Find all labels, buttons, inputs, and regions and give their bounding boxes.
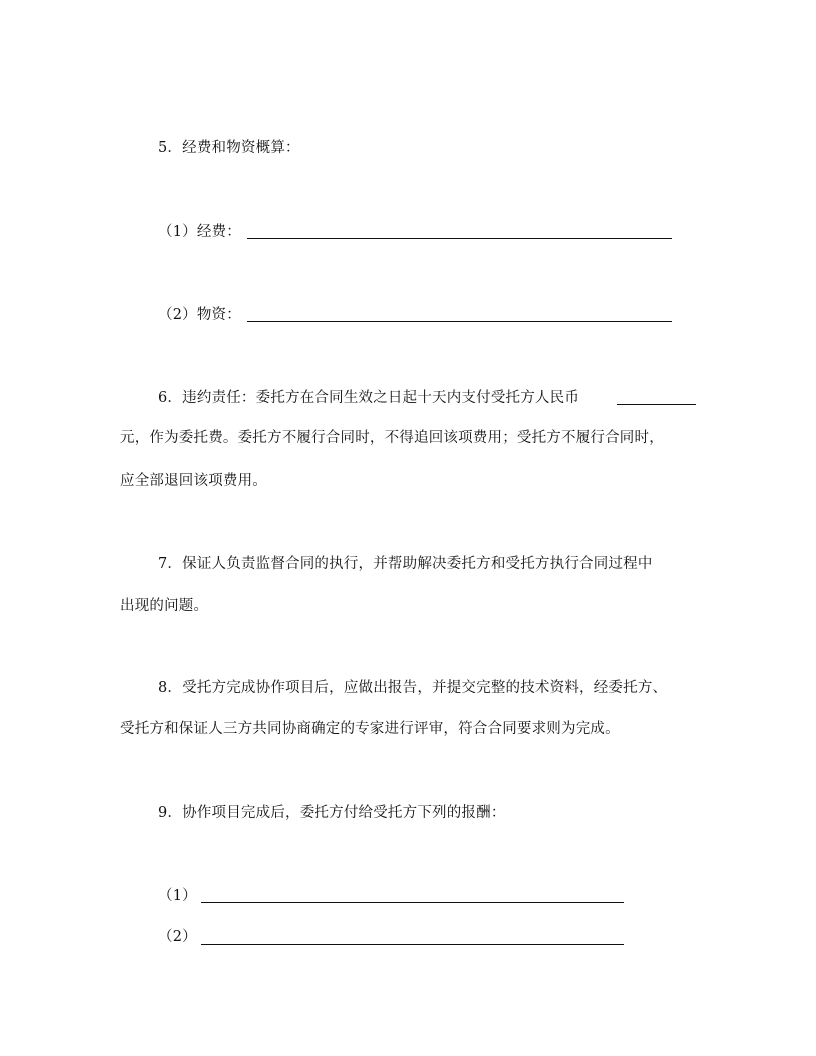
item8-line2: 受托方和保证人三方共同协商确定的专家进行评审，符合合同要求则为完成。 — [120, 721, 620, 737]
item5-materials-blank[interactable] — [247, 321, 672, 322]
item6-amount-blank[interactable] — [617, 404, 696, 405]
item9-reward1-label: （1） — [158, 888, 197, 904]
item6-line2: 元，作为委托费。委托方不履行合同时，不得追回该项费用；受托方不履行合同时， — [120, 430, 664, 446]
item9-reward1-blank[interactable] — [201, 902, 624, 903]
item6-line1: 6．违约责任：委托方在合同生效之日起十天内支付受托方人民币 — [158, 390, 580, 406]
item9-reward2-blank[interactable] — [201, 944, 624, 945]
item5-heading: 5．经费和物资概算： — [158, 140, 300, 156]
item7-line2: 出现的问题。 — [120, 598, 209, 614]
item6-line3: 应全部退回该项费用。 — [120, 473, 267, 489]
item9-heading: 9．协作项目完成后，委托方付给受托方下列的报酬： — [158, 805, 506, 821]
item8-line1: 8．受托方完成协作项目后，应做出报告，并提交完整的技术资料，经委托方、 — [158, 680, 668, 696]
item5-funds-label: （1）经费： — [158, 224, 241, 240]
item7-line1: 7．保证人负责监督合同的执行，并帮助解决委托方和受托方执行合同过程中 — [158, 556, 653, 572]
item5-materials-label: （2）物资： — [158, 307, 241, 323]
item9-reward2-label: （2） — [158, 929, 197, 945]
item5-funds-blank[interactable] — [247, 238, 672, 239]
